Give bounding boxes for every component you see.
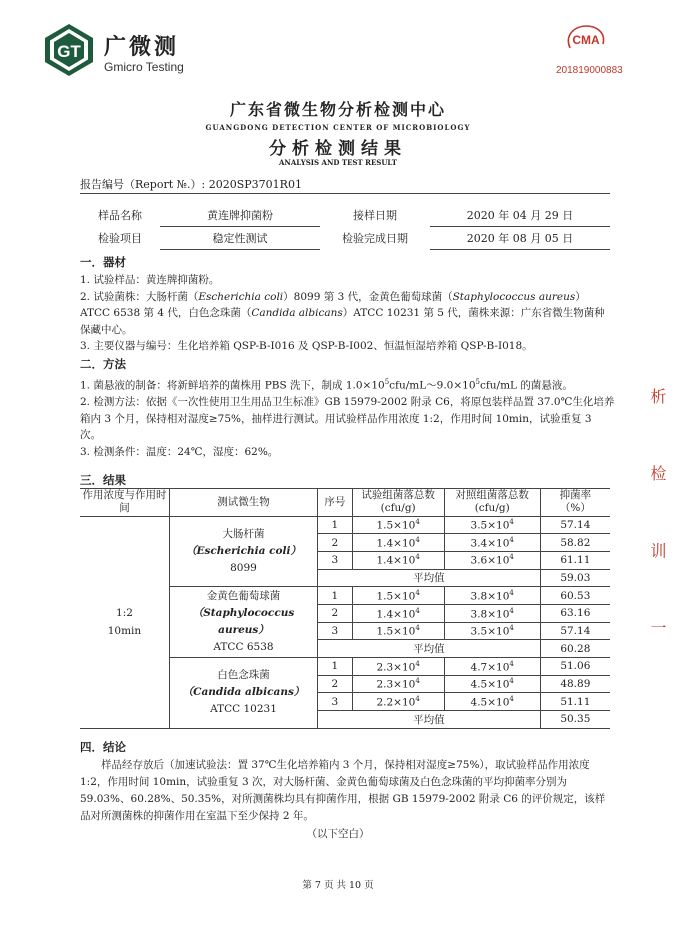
margin-stamp-text: 析 检 训 一: [648, 388, 667, 664]
section-heading-materials: 一．器材: [80, 255, 126, 269]
test-count-exp: 4: [415, 694, 420, 703]
section-heading-results: 三．结果: [80, 473, 126, 487]
page-number: 第 7 页 共 10 页: [302, 880, 374, 891]
section-heading-conclusion: 四．结论: [80, 740, 126, 754]
receive-date-value: 2020 年 04 月 29 日: [430, 204, 610, 227]
sample-name-value: 黄连牌抑菌粉: [160, 204, 320, 227]
microbe-name: 金黄色葡萄球菌: [206, 590, 281, 603]
microbe-cell: [169, 658, 317, 729]
gmicro-logo: [41, 22, 97, 78]
section-heading-method: 二．方法: [80, 357, 126, 371]
doc-title-cn: 分析检测结果: [269, 139, 407, 159]
rate-cell: 57.14: [540, 622, 610, 640]
results-table: [80, 488, 610, 729]
seq-cell: 2: [318, 534, 353, 552]
control-count-base: 3.8×10: [470, 608, 510, 621]
control-count-exp: 4: [509, 624, 514, 633]
col-header-microbe: 测试微生物: [169, 488, 317, 516]
blank-note: （以下空白）: [306, 828, 370, 840]
method-item-1-sup2: 5: [475, 378, 480, 386]
control-count-exp: 4: [509, 606, 514, 615]
col-header-control-count-b: (cfu/g): [474, 501, 510, 514]
seq-cell: 1: [318, 658, 353, 676]
test-count-exp: 4: [415, 677, 420, 686]
microbe-name: 大肠杆菌: [222, 527, 265, 540]
test-count-base: 1.4×10: [376, 537, 416, 550]
complete-date-label: 检验完成日期: [342, 232, 408, 245]
brand-name-en: Gmicro Testing: [104, 60, 184, 74]
col-header-concentration-text: 作用浓度与作用时间: [82, 488, 167, 514]
control-count-base: 3.4×10: [470, 537, 510, 550]
method-item-2: 2. 检测方法：依据《一次性使用卫生用品卫生标准》GB 15979-2002 附录 C6，将原包装样品置 37.0℃生化培养箱内 3 个月，保持相对湿度≥75%，抽样进行测试。用试验样品作用浓度 1:2，作用时间 10min，试验重复 3 次。: [80, 396, 615, 441]
average-label: 平均值: [318, 711, 541, 729]
test-count-cell: [352, 551, 444, 569]
rate-cell: 51.06: [540, 658, 610, 676]
test-count-cell: [352, 693, 444, 711]
control-count-cell: [444, 604, 540, 622]
test-count-exp: 4: [415, 606, 420, 615]
col-header-control-count-a: 对照组菌落总数: [455, 488, 529, 501]
col-header-seq: 序号: [318, 488, 353, 516]
doc-title-en: ANALYSIS AND TEST RESULT: [278, 158, 397, 167]
test-count-base: 1.4×10: [376, 608, 416, 621]
test-count-cell: [352, 587, 444, 605]
method-item-1: [80, 374, 615, 394]
test-count-cell: [352, 534, 444, 552]
control-count-cell: [444, 658, 540, 676]
materials-paragraph: [80, 272, 615, 355]
seq-cell: 1: [318, 516, 353, 534]
control-count-base: 3.8×10: [470, 590, 510, 603]
control-count-exp: 4: [509, 677, 514, 686]
materials-item-1: 1. 试验样品：黄连牌抑菌粉。: [80, 274, 220, 286]
rate-cell: 61.11: [540, 551, 610, 569]
test-count-cell: [352, 675, 444, 693]
control-count-base: 4.5×10: [470, 696, 510, 709]
sample-info-table: [80, 204, 610, 250]
control-count-cell: [444, 534, 540, 552]
rate-cell: 57.14: [540, 516, 610, 534]
seq-cell: 3: [318, 693, 353, 711]
microbe-latin: （Candida albicans）: [182, 686, 305, 699]
test-count-base: 2.3×10: [376, 661, 416, 674]
control-count-base: 4.5×10: [470, 678, 510, 691]
test-count-base: 1.5×10: [376, 625, 416, 638]
rate-cell: 63.16: [540, 604, 610, 622]
concentration-value: 1:2: [116, 607, 133, 620]
test-count-base: 2.2×10: [376, 696, 416, 709]
method-item-1-sup1: 5: [384, 378, 390, 386]
sample-name-label: 样品名称: [98, 209, 142, 223]
test-count-base: 2.3×10: [376, 678, 416, 691]
test-count-cell: [352, 658, 444, 676]
test-count-base: 1.5×10: [376, 590, 416, 603]
report-number: 报告编号（Report №.）: 2020SP3701R01: [80, 178, 302, 191]
brand-name-cn: 广微测: [104, 35, 180, 60]
col-header-test-count: [352, 488, 444, 516]
cma-number: 201819000883: [556, 65, 623, 76]
cma-mark-text: CMA: [572, 33, 600, 47]
control-count-exp: 4: [509, 535, 514, 544]
rate-cell: 58.82: [540, 534, 610, 552]
method-item-3: 3. 检测条件：温度：24℃，湿度：62%。: [80, 445, 279, 458]
control-count-exp: 4: [509, 553, 514, 562]
col-header-control-count: [444, 488, 540, 516]
test-count-base: 1.4×10: [376, 554, 416, 567]
materials-item-3: 3. 主要仪器与编号：生化培养箱 QSP-B-I016 及 QSP-B-I002、恒温恒湿培养箱 QSP-B-I018。: [80, 340, 533, 352]
seq-cell: 1: [318, 587, 353, 605]
microbe-latin: （Escherichia coli）: [186, 544, 301, 557]
control-count-exp: 4: [509, 694, 514, 703]
receive-date-label: 接样日期: [353, 209, 397, 223]
rate-cell: 48.89: [540, 675, 610, 693]
col-header-test-count-b: (cfu/g): [380, 501, 416, 514]
average-value: 50.35: [540, 711, 610, 729]
col-header-rate-a: 抑菌率: [559, 488, 592, 501]
materials-item-2: 2. 试验菌株：大肠杆菌（Escherichia coli）8099 第 3 代，金黄色葡萄球菌（Staphylococcus aureus）ATCC 6538 第 4 代，白色念珠菌（Candida albicans）ATCC 10231 第 5 代，菌株来源：广东省微生物菌种保藏中心。: [80, 290, 605, 336]
method-item-1-b: cfu/mL～9.0×10: [389, 379, 476, 392]
test-item-label: 检验项目: [98, 232, 142, 245]
control-count-base: 4.7×10: [470, 661, 510, 674]
test-count-exp: 4: [415, 588, 420, 597]
control-count-cell: [444, 693, 540, 711]
org-title-cn: 广东省微生物分析检测中心: [229, 100, 446, 119]
rate-cell: 60.53: [540, 587, 610, 605]
divider-top: [80, 193, 610, 194]
control-count-exp: 4: [509, 518, 514, 527]
test-item-value: 稳定性测试: [160, 227, 320, 250]
control-count-base: 3.5×10: [470, 519, 510, 532]
control-count-base: 3.5×10: [470, 625, 510, 638]
test-count-exp: 4: [415, 535, 420, 544]
average-label: 平均值: [318, 640, 541, 658]
org-title-en: GUANGDONG DETECTION CENTER OF MICROBIOLOGY: [205, 123, 471, 132]
time-value: 10min: [107, 625, 142, 638]
control-count-exp: 4: [509, 588, 514, 597]
microbe-strain: 8099: [230, 561, 257, 574]
test-count-cell: [352, 622, 444, 640]
conclusion-paragraph: 样品经存放后（加速试验法：置 37℃生化培养箱内 3 个月，保持相对湿度≥75%），取试验样品作用浓度 1:2，作用时间 10min，试验重复 3 次，对大肠杆菌、金黄色葡萄球菌及白色念珠菌的平均抑菌率分别为 59.03%、60.28%、50.35%，对所测菌株均具有抑菌作用，根据 GB 15979-2002 附录 C6 的评价规定，该样品对所测菌株的抑菌作用在室温下至少保持 2 年。: [80, 759, 606, 822]
table-row: [80, 516, 610, 534]
test-count-exp: 4: [415, 553, 420, 562]
microbe-strain: ATCC 10231: [210, 703, 277, 716]
microbe-latin: （Staphylococcus aureus）: [192, 607, 295, 637]
rate-cell: 51.11: [540, 693, 610, 711]
control-count-cell: [444, 551, 540, 569]
seq-cell: 3: [318, 551, 353, 569]
microbe-strain: ATCC 6538: [213, 641, 274, 654]
cma-mark: [566, 24, 606, 52]
control-count-exp: 4: [509, 659, 514, 668]
seq-cell: 2: [318, 604, 353, 622]
col-header-concentration: [80, 488, 169, 516]
complete-date-value: 2020 年 08 月 05 日: [430, 227, 610, 250]
col-header-rate: [540, 488, 610, 516]
concentration-cell: [80, 516, 169, 728]
method-item-1-a: 1. 菌悬液的制备：将新鲜培养的菌株用 PBS 洗下，制成 1.0×10: [80, 379, 385, 392]
microbe-name: 白色念珠菌: [217, 669, 270, 682]
col-header-test-count-a: 试验组菌落总数: [361, 488, 435, 501]
test-count-base: 1.5×10: [376, 519, 416, 532]
seq-cell: 2: [318, 675, 353, 693]
test-count-cell: [352, 516, 444, 534]
control-count-cell: [444, 622, 540, 640]
average-value: 59.03: [540, 569, 610, 587]
method-paragraph: [80, 374, 615, 460]
control-count-base: 3.6×10: [470, 554, 510, 567]
average-value: 60.28: [540, 640, 610, 658]
control-count-cell: [444, 516, 540, 534]
microbe-cell: [169, 587, 317, 658]
logo-letters: GT: [57, 42, 81, 61]
col-header-rate-b: （%）: [559, 501, 591, 514]
method-item-1-c: cfu/mL 的菌悬液。: [480, 379, 573, 392]
test-count-exp: 4: [415, 624, 420, 633]
test-count-cell: [352, 604, 444, 622]
test-count-exp: 4: [415, 518, 420, 527]
average-label: 平均值: [318, 569, 541, 587]
microbe-cell: [169, 516, 317, 587]
test-count-exp: 4: [415, 659, 420, 668]
control-count-cell: [444, 587, 540, 605]
seq-cell: 3: [318, 622, 353, 640]
control-count-cell: [444, 675, 540, 693]
